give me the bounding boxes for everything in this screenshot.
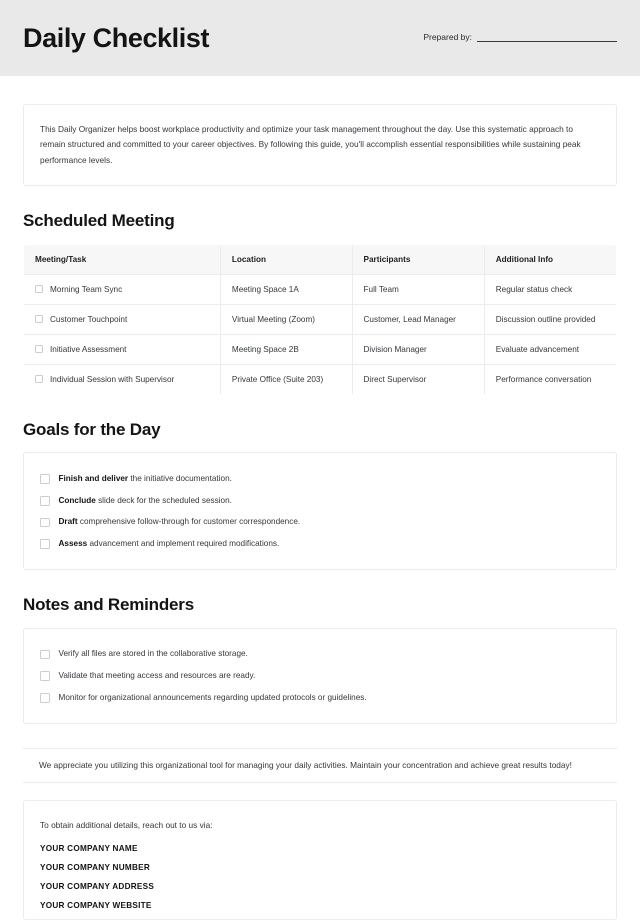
table-cell-location: Meeting Space 1A bbox=[220, 274, 352, 304]
prepared-by-field[interactable] bbox=[423, 32, 617, 44]
goal-text-rest: the initiative documentation. bbox=[128, 473, 232, 483]
table-cell-location: Private Office (Suite 203) bbox=[220, 364, 352, 394]
note-text: Verify all files are stored in the collaborative storage. bbox=[58, 649, 248, 659]
checkbox-icon[interactable] bbox=[40, 650, 50, 660]
section-heading-schedule: Scheduled Meeting bbox=[23, 211, 175, 231]
table-cell-info: Discussion outline provided bbox=[484, 304, 616, 334]
table-row bbox=[24, 304, 617, 334]
table-cell-info: Performance conversation bbox=[495, 374, 592, 384]
table-cell-info: Regular status check bbox=[484, 274, 616, 304]
list-item[interactable] bbox=[40, 490, 600, 512]
document-content bbox=[0, 104, 640, 920]
table-cell-participants: Direct Supervisor bbox=[352, 364, 484, 394]
goal-text bbox=[59, 474, 232, 485]
checkbox-icon[interactable] bbox=[40, 539, 50, 549]
checkbox-icon[interactable] bbox=[40, 693, 50, 703]
table-cell-task-label: Individual Session with Supervisor bbox=[50, 374, 175, 384]
table-cell-participants: Customer, Lead Manager bbox=[352, 304, 484, 334]
column-header-participants: Participants bbox=[352, 244, 484, 274]
table-row bbox=[24, 274, 617, 304]
list-item[interactable] bbox=[40, 512, 600, 534]
note-text: Monitor for organizational announcements regarding updated protocols or guidelines. bbox=[58, 692, 367, 702]
schedule-table bbox=[23, 244, 617, 395]
table-cell-task-label: Initiative Assessment bbox=[50, 344, 127, 354]
contact-company-address: YOUR COMPANY ADDRESS bbox=[40, 881, 155, 891]
thanks-strip bbox=[23, 748, 617, 784]
list-item[interactable] bbox=[40, 687, 600, 709]
contact-card bbox=[23, 800, 617, 920]
note-text: Validate that meeting access and resources are ready. bbox=[58, 670, 256, 680]
column-header-additional-info: Additional Info bbox=[484, 244, 616, 274]
column-header-location: Location bbox=[220, 244, 352, 274]
prepared-by-input-line[interactable] bbox=[477, 32, 617, 42]
table-row bbox=[24, 334, 617, 364]
table-cell-task bbox=[24, 334, 221, 364]
page-title: Daily Checklist bbox=[23, 22, 210, 53]
section-heading-goals: Goals for the Day bbox=[23, 419, 161, 439]
contact-lead-text: To obtain additional details, reach out to us via: bbox=[40, 820, 213, 831]
column-header-task: Meeting/Task bbox=[24, 244, 221, 274]
checkbox-icon[interactable] bbox=[40, 496, 50, 506]
checkbox-icon[interactable] bbox=[35, 375, 43, 383]
goal-text-rest: advancement and implement required modifications. bbox=[87, 538, 280, 548]
section-heading-notes: Notes and Reminders bbox=[23, 595, 194, 615]
checkbox-icon[interactable] bbox=[40, 474, 50, 484]
table-cell-location: Virtual Meeting (Zoom) bbox=[220, 304, 352, 334]
table-cell-task bbox=[24, 364, 221, 394]
schedule-table-body bbox=[24, 274, 617, 394]
document-header bbox=[0, 0, 640, 76]
goal-text-emphasis: Finish and deliver bbox=[58, 473, 129, 483]
list-item[interactable] bbox=[40, 533, 600, 555]
table-cell-info: Evaluate advancement bbox=[484, 334, 616, 364]
goal-text-emphasis: Assess bbox=[58, 538, 88, 548]
table-cell-task bbox=[24, 304, 221, 334]
goal-text-rest: comprehensive follow-through for customer correspondence. bbox=[77, 517, 301, 527]
table-cell-participants: Division Manager bbox=[352, 334, 484, 364]
checkbox-icon[interactable] bbox=[40, 671, 50, 681]
table-row bbox=[24, 364, 617, 394]
table-cell-task bbox=[24, 274, 221, 304]
goal-text-rest: slide deck for the scheduled session. bbox=[95, 495, 232, 505]
list-item[interactable] bbox=[40, 468, 600, 490]
list-item[interactable] bbox=[40, 644, 600, 666]
table-cell-location: Meeting Space 2B bbox=[220, 334, 352, 364]
goals-card bbox=[23, 452, 617, 570]
table-cell-participants: Full Team bbox=[352, 274, 484, 304]
table-cell-task-label: Morning Team Sync bbox=[50, 284, 123, 294]
list-item[interactable] bbox=[40, 665, 600, 687]
schedule-table-head bbox=[24, 244, 617, 274]
contact-company-name: YOUR COMPANY NAME bbox=[40, 844, 138, 854]
notes-card bbox=[23, 628, 617, 724]
checkbox-icon[interactable] bbox=[35, 315, 43, 323]
intro-card bbox=[23, 104, 617, 186]
table-cell-task-label: Customer Touchpoint bbox=[50, 314, 128, 324]
checkbox-icon[interactable] bbox=[40, 518, 50, 528]
goal-text-emphasis: Draft bbox=[58, 517, 78, 527]
goal-text bbox=[59, 539, 280, 550]
goal-text bbox=[59, 517, 301, 528]
prepared-by-label: Prepared by: bbox=[423, 31, 472, 42]
goal-text bbox=[59, 496, 232, 507]
table-header-row bbox=[24, 244, 617, 274]
contact-company-number: YOUR COMPANY NUMBER bbox=[40, 863, 150, 873]
contact-company-website: YOUR COMPANY WEBSITE bbox=[40, 900, 152, 910]
checkbox-icon[interactable] bbox=[35, 285, 43, 293]
thanks-text: We appreciate you utilizing this organizational tool for managing your daily activities. Maintain your concentration and achieve great results today! bbox=[39, 759, 572, 770]
checkbox-icon[interactable] bbox=[35, 345, 43, 353]
goal-text-emphasis: Conclude bbox=[58, 495, 96, 505]
intro-text: This Daily Organizer helps boost workplace productivity and optimize your task management throughout the day. Use this systematic approach to remain structured and committed to your career objectives. By following this guide, you'll accomplish essential responsibilities while sustaining peak performance levels. bbox=[40, 124, 581, 165]
